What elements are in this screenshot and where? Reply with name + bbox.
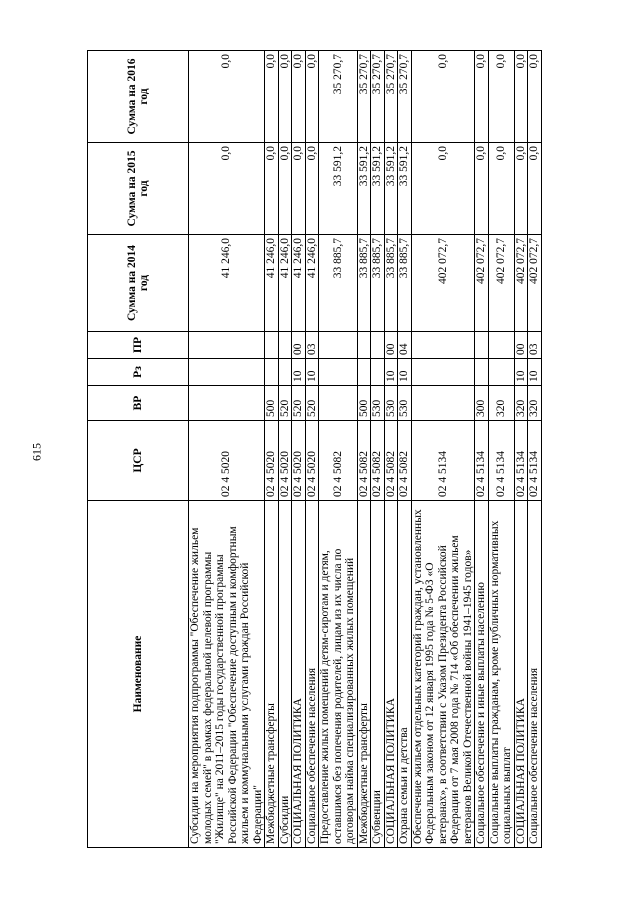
cell-vr: 530 (398, 386, 412, 421)
cell-sum-2015: 33 591,2 (384, 143, 398, 235)
cell-vr: 530 (371, 386, 385, 421)
cell-pr (357, 332, 371, 359)
table-row (265, 51, 279, 848)
cell-sum-2016: 0,0 (265, 51, 279, 143)
cell-pr (265, 332, 279, 359)
cell-sum-2014: 402 072,7 (411, 235, 475, 332)
cell-sum-2014: 41 246,0 (278, 235, 292, 332)
cell-sum-2016: 0,0 (411, 51, 475, 143)
cell-sum-2015: 0,0 (488, 143, 514, 235)
cell-pr (488, 332, 514, 359)
cell-csr: 02 4 5020 (189, 421, 265, 501)
cell-csr: 02 4 5134 (475, 421, 489, 501)
table-header-row (88, 51, 189, 848)
col-header-sum-2015: Сумма на 2015 год (88, 143, 189, 235)
cell-rz (475, 359, 489, 386)
cell-vr: 320 (514, 386, 528, 421)
cell-csr: 02 4 5134 (528, 421, 542, 501)
cell-sum-2014: 402 072,7 (475, 235, 489, 332)
budget-table-container (87, 51, 540, 848)
cell-sum-2015: 33 591,2 (398, 143, 412, 235)
cell-vr (189, 386, 265, 421)
cell-name: Обеспечение жильем отдельных категорий граждан, установленных Федеральным законом от 12 января 1995 года № 5-ФЗ «О ветеранах», в соответствии с Указом Президента Российской Федерации от 7 мая 2008 года № 714 «Об обеспечении жильем ветеранов Великой Отечественной войны 1941–1945 годов» (411, 501, 475, 848)
cell-sum-2014: 33 885,7 (371, 235, 385, 332)
budget-table (87, 50, 542, 848)
cell-name: Социальное обеспечение и иные выплаты населению (475, 501, 489, 848)
cell-sum-2016: 0,0 (278, 51, 292, 143)
cell-csr: 02 4 5020 (292, 421, 306, 501)
cell-sum-2016: 0,0 (292, 51, 306, 143)
cell-pr (411, 332, 475, 359)
cell-vr: 520 (278, 386, 292, 421)
cell-name: Социальное обеспечение населения (528, 501, 542, 848)
cell-vr: 520 (292, 386, 306, 421)
cell-pr: 00 (384, 332, 398, 359)
cell-sum-2014: 41 246,0 (292, 235, 306, 332)
cell-sum-2016: 35 270,7 (357, 51, 371, 143)
cell-rz (278, 359, 292, 386)
cell-csr: 02 4 5020 (265, 421, 279, 501)
cell-name: Субсидии на мероприятия подпрограммы "Обеспечение жильем молодых семей" в рамках федеральной целевой программы "Жилище" на 2011–2015 годы государственной программы Российской Федерации "Обеспечение доступным и комфортным жильем и коммунальными услугами граждан Российской Федерации" (189, 501, 265, 848)
cell-sum-2014: 402 072,7 (528, 235, 542, 332)
table-row (189, 51, 265, 848)
cell-name: СОЦИАЛЬНАЯ ПОЛИТИКА (292, 501, 306, 848)
cell-sum-2014: 33 885,7 (384, 235, 398, 332)
cell-vr: 500 (265, 386, 279, 421)
cell-csr: 02 4 5082 (319, 421, 358, 501)
table-row (528, 51, 542, 848)
cell-sum-2015: 33 591,2 (371, 143, 385, 235)
cell-rz (265, 359, 279, 386)
cell-rz (488, 359, 514, 386)
cell-csr: 02 4 5020 (305, 421, 319, 501)
cell-sum-2016: 0,0 (528, 51, 542, 143)
cell-sum-2016: 0,0 (305, 51, 319, 143)
cell-rz (357, 359, 371, 386)
cell-name: Охрана семьи и детства (398, 501, 412, 848)
cell-rz: 10 (292, 359, 306, 386)
cell-pr: 00 (514, 332, 528, 359)
cell-sum-2016: 35 270,7 (384, 51, 398, 143)
col-header-vr: ВР (88, 386, 189, 421)
page-number: 615 (29, 443, 44, 461)
cell-csr: 02 4 5082 (384, 421, 398, 501)
cell-rz: 10 (398, 359, 412, 386)
cell-sum-2015: 0,0 (475, 143, 489, 235)
cell-rz (189, 359, 265, 386)
cell-sum-2014: 402 072,7 (488, 235, 514, 332)
cell-sum-2014: 41 246,0 (305, 235, 319, 332)
col-header-pr: ПР (88, 332, 189, 359)
cell-pr: 00 (292, 332, 306, 359)
cell-sum-2016: 0,0 (475, 51, 489, 143)
cell-sum-2015: 0,0 (305, 143, 319, 235)
cell-vr (411, 386, 475, 421)
cell-sum-2015: 0,0 (292, 143, 306, 235)
table-row (514, 51, 528, 848)
cell-sum-2015: 0,0 (265, 143, 279, 235)
cell-pr (319, 332, 358, 359)
cell-name: Социальное обеспечение населения (305, 501, 319, 848)
cell-pr: 03 (528, 332, 542, 359)
cell-name: СОЦИАЛЬНАЯ ПОЛИТИКА (514, 501, 528, 848)
cell-csr: 02 4 5020 (278, 421, 292, 501)
table-row (398, 51, 412, 848)
cell-pr (475, 332, 489, 359)
cell-pr: 04 (398, 332, 412, 359)
col-header-csr: ЦСР (88, 421, 189, 501)
table-row (384, 51, 398, 848)
cell-rz (371, 359, 385, 386)
cell-csr: 02 4 5082 (357, 421, 371, 501)
col-header-sum-2014: Сумма на 2014 год (88, 235, 189, 332)
cell-pr (278, 332, 292, 359)
table-row (475, 51, 489, 848)
cell-sum-2015: 0,0 (278, 143, 292, 235)
table-row (488, 51, 514, 848)
cell-vr: 520 (305, 386, 319, 421)
cell-vr (319, 386, 358, 421)
col-header-sum-2016: Сумма на 2016 год (88, 51, 189, 143)
cell-sum-2015: 0,0 (411, 143, 475, 235)
cell-rz: 10 (528, 359, 542, 386)
cell-csr: 02 4 5134 (411, 421, 475, 501)
cell-rz (319, 359, 358, 386)
cell-vr: 530 (384, 386, 398, 421)
cell-sum-2014: 41 246,0 (189, 235, 265, 332)
table-row (278, 51, 292, 848)
cell-name: Социальные выплаты гражданам, кроме публичных нормативных социальных выплат (488, 501, 514, 848)
cell-sum-2015: 0,0 (528, 143, 542, 235)
cell-rz (411, 359, 475, 386)
cell-csr: 02 4 5134 (514, 421, 528, 501)
cell-sum-2016: 35 270,7 (398, 51, 412, 143)
cell-pr (189, 332, 265, 359)
cell-csr: 02 4 5134 (488, 421, 514, 501)
cell-vr: 300 (475, 386, 489, 421)
cell-name: Субвенции (371, 501, 385, 848)
cell-sum-2014: 402 072,7 (514, 235, 528, 332)
cell-sum-2015: 0,0 (189, 143, 265, 235)
cell-sum-2016: 0,0 (189, 51, 265, 143)
cell-rz: 10 (514, 359, 528, 386)
col-header-name: Наименование (88, 501, 189, 848)
cell-sum-2015: 0,0 (514, 143, 528, 235)
cell-name: Субсидии (278, 501, 292, 848)
cell-pr (371, 332, 385, 359)
cell-vr: 320 (488, 386, 514, 421)
cell-name: Предоставление жилых помещений детям-сиротам и детям, оставшимся без попечения родителей, лицам из их числа по договорам найма специализированных жилых помещений (319, 501, 358, 848)
cell-rz: 10 (305, 359, 319, 386)
cell-sum-2014: 41 246,0 (265, 235, 279, 332)
cell-name: Межбюджетные трансферты (265, 501, 279, 848)
cell-sum-2016: 0,0 (514, 51, 528, 143)
cell-sum-2015: 33 591,2 (357, 143, 371, 235)
cell-name: Межбюджетные трансферты (357, 501, 371, 848)
table-row (371, 51, 385, 848)
cell-sum-2016: 0,0 (488, 51, 514, 143)
cell-sum-2016: 35 270,7 (319, 51, 358, 143)
cell-rz: 10 (384, 359, 398, 386)
cell-csr: 02 4 5082 (371, 421, 385, 501)
cell-csr: 02 4 5082 (398, 421, 412, 501)
cell-sum-2014: 33 885,7 (319, 235, 358, 332)
table-row (319, 51, 358, 848)
cell-sum-2015: 33 591,2 (319, 143, 358, 235)
cell-sum-2014: 33 885,7 (398, 235, 412, 332)
table-row (357, 51, 371, 848)
cell-sum-2014: 33 885,7 (357, 235, 371, 332)
cell-vr: 500 (357, 386, 371, 421)
cell-pr: 03 (305, 332, 319, 359)
cell-name: СОЦИАЛЬНАЯ ПОЛИТИКА (384, 501, 398, 848)
table-row (292, 51, 306, 848)
table-row (305, 51, 319, 848)
col-header-rz: Рз (88, 359, 189, 386)
table-row (411, 51, 475, 848)
cell-vr: 320 (528, 386, 542, 421)
cell-sum-2016: 35 270,7 (371, 51, 385, 143)
